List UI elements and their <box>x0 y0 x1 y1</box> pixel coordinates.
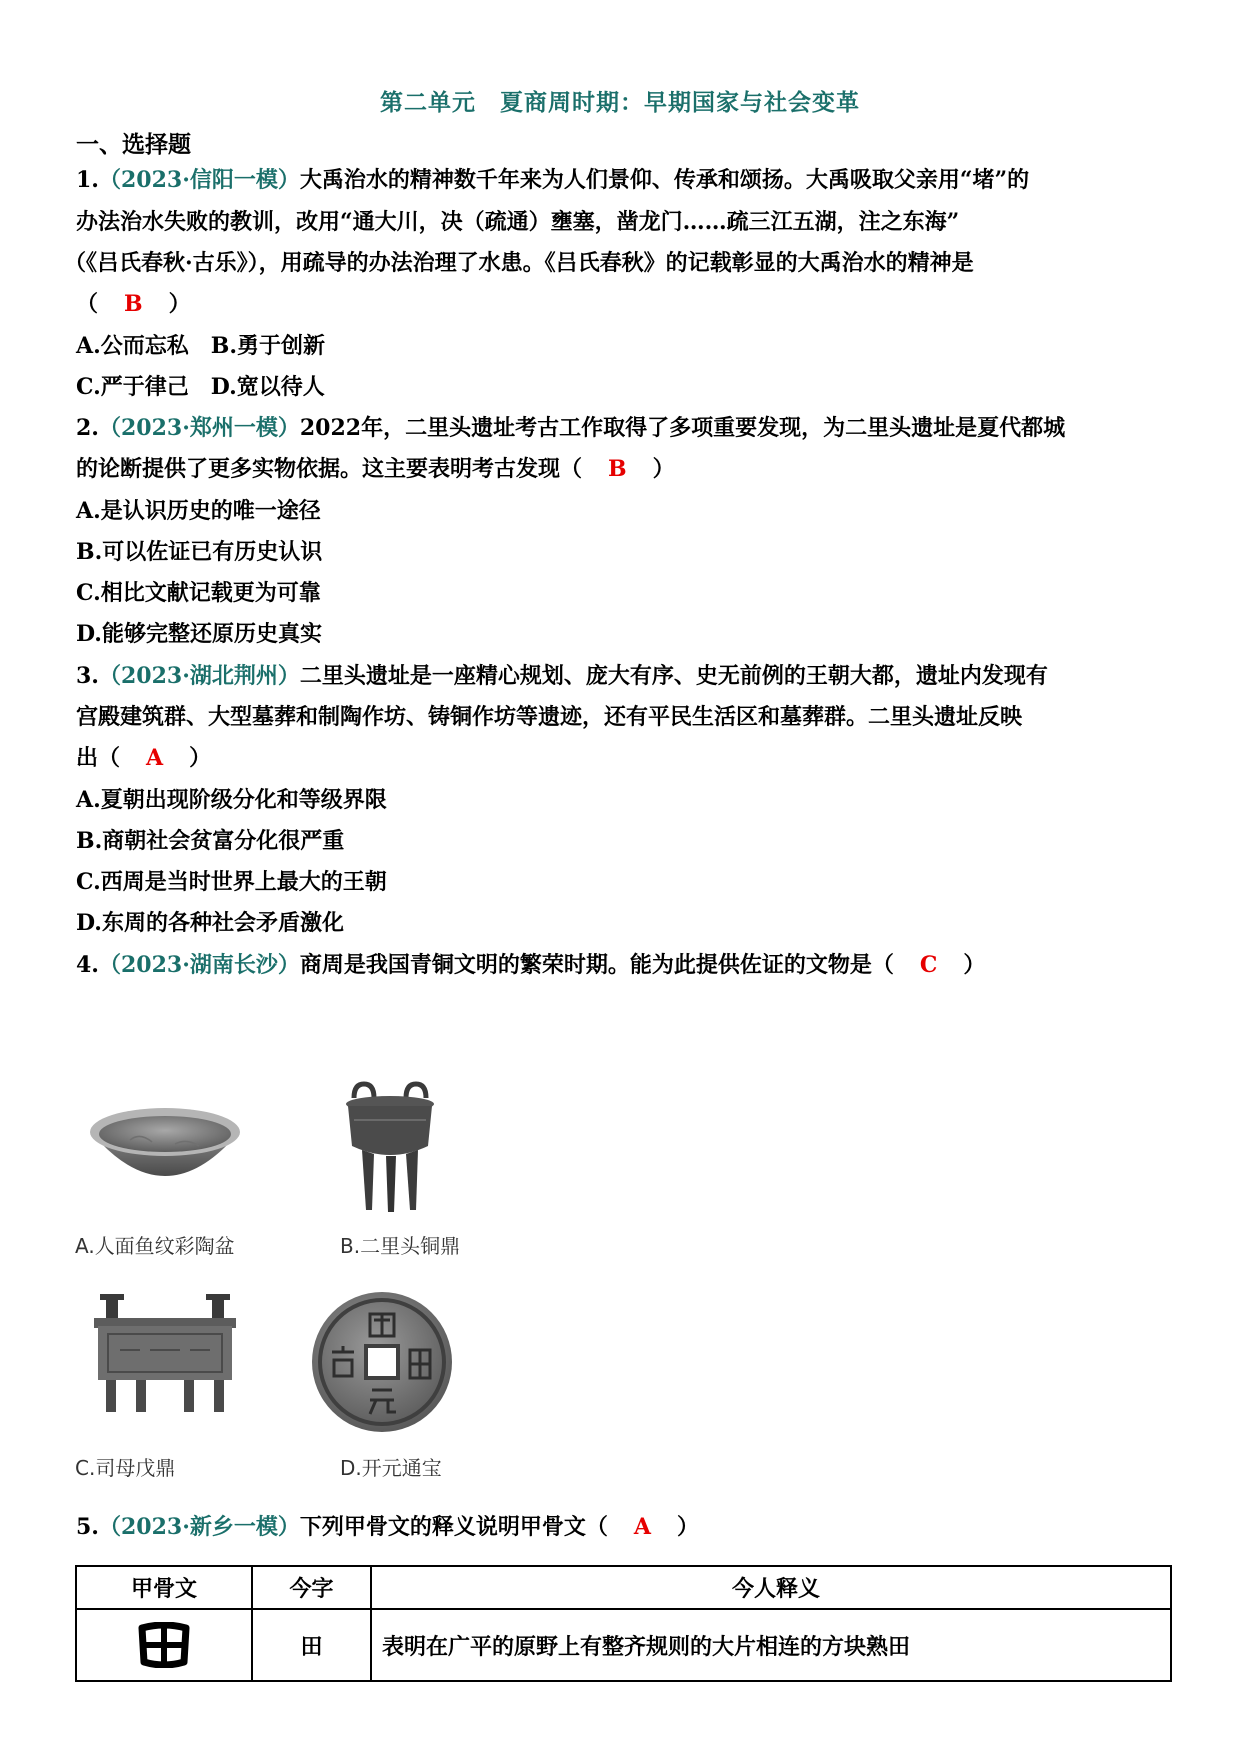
header-interpretation: 今人释义 <box>371 1566 1171 1609</box>
q2-source: （2023·郑州一模） <box>98 415 300 441</box>
coin-image <box>310 1290 454 1434</box>
q4-line-1: 4.（2023·湖南长沙）商周是我国青铜文明的繁荣时期。能为此提供佐证的文物是（ C ） <box>76 952 986 978</box>
q5-answer: A <box>633 1514 651 1540</box>
q2-answer: B <box>608 456 627 482</box>
q5-source: （2023·新乡一模） <box>98 1514 300 1540</box>
q3-number: 3. <box>76 663 99 689</box>
q4-answer: C <box>919 952 938 978</box>
interpretation-cell: 表明在广平的原野上有整齐规则的大片相连的方块熟田 <box>371 1609 1171 1681</box>
q1-line-1 <box>76 165 1171 195</box>
oracle-glyph-cell <box>76 1609 252 1681</box>
image-caption-d: D.开元通宝 <box>340 1456 442 1480</box>
q1-answer-line: （ B ） <box>76 291 191 317</box>
q3-option-b: B.商朝社会贫富分化很严重 <box>76 828 345 854</box>
image-caption-b: B.二里头铜鼎 <box>340 1234 461 1258</box>
bronze-ding-image <box>340 1080 440 1215</box>
q1-answer: B <box>124 291 143 317</box>
q2-stem-1: 2022年，二里头遗址考古工作取得了多项重要发现，为二里头遗址是夏代都城 <box>299 415 1066 441</box>
oracle-tian-glyph-icon <box>136 1622 192 1668</box>
q3-answer: A <box>146 745 164 771</box>
table-row <box>76 1609 1171 1681</box>
table-header-row <box>76 1566 1171 1609</box>
q3-line-2: 宫殿建筑群、大型墓葬和制陶作坊、铸铜作坊等遗迹，还有平民生活区和墓葬群。二里头遗址反映 <box>76 704 1023 730</box>
q4-number: 4. <box>76 952 99 978</box>
section-heading: 一、选择题 <box>76 131 191 158</box>
pottery-basin-image <box>85 1100 245 1210</box>
q4-stem-1: 商周是我国青铜文明的繁荣时期。能为此提供佐证的文物是 <box>299 952 872 978</box>
q2-line-1 <box>76 413 1171 443</box>
q3-stem-1: 二里头遗址是一座精心规划、庞大有序、史无前例的王朝大都，遗址内发现有 <box>299 663 1048 689</box>
q3-option-d: D.东周的各种社会矛盾激化 <box>76 910 344 936</box>
oracle-bone-table <box>75 1565 1172 1682</box>
q3-line-1 <box>76 661 1171 691</box>
q1-options-1: A.公而忘私 B.勇于创新 <box>76 333 325 359</box>
q1-number: 1. <box>76 167 99 193</box>
header-modern-char: 今字 <box>252 1566 371 1609</box>
header-oracle-script: 甲骨文 <box>76 1566 252 1609</box>
q1-source: （2023·信阳一模） <box>98 167 300 193</box>
q3-source: （2023·湖北荆州） <box>98 663 300 689</box>
q2-option-d: D.能够完整还原历史真实 <box>76 621 322 647</box>
q1-stem-1: 大禹治水的精神数千年来为人们景仰、传承和颂扬。大禹吸取父亲用“堵”的 <box>299 167 1030 193</box>
q2-option-c: C.相比文献记载更为可靠 <box>76 580 321 606</box>
q5-stem-1: 下列甲骨文的释义说明甲骨文 <box>299 1514 586 1540</box>
q2-line-2: 的论断提供了更多实物依据。这主要表明考古发现（ B ） <box>76 456 675 482</box>
q3-line-3: 出（ A ） <box>76 745 212 771</box>
image-caption-a: A.人面鱼纹彩陶盆 <box>75 1234 235 1258</box>
q3-option-a: A.夏朝出现阶级分化和等级界限 <box>76 787 387 813</box>
q2-option-b: B.可以佐证已有历史认识 <box>76 539 323 565</box>
q5-number: 5. <box>76 1514 99 1540</box>
q4-source: （2023·湖南长沙） <box>98 952 300 978</box>
q2-option-a: A.是认识历史的唯一途径 <box>76 498 321 524</box>
q1-line-2: 办法治水失败的教训，改用“通大川，决（疏通）壅塞，凿龙门……疏三江五湖，注之东海” <box>76 209 960 235</box>
page-title: 第二单元 夏商周时期：早期国家与社会变革 <box>380 89 860 116</box>
modern-char-cell: 田 <box>252 1609 371 1681</box>
q5-line-1: 5.（2023·新乡一模）下列甲骨文的释义说明甲骨文（ A ） <box>76 1514 699 1540</box>
q3-option-c: C.西周是当时世界上最大的王朝 <box>76 869 387 895</box>
q1-line-3: （《吕氏春秋·古乐》），用疏导的办法治理了水患。《吕氏春秋》的记载彰显的大禹治水的精神是 <box>64 250 974 276</box>
image-caption-c: C.司母戊鼎 <box>75 1456 176 1480</box>
q2-number: 2. <box>76 415 99 441</box>
square-ding-image <box>90 1290 240 1415</box>
q1-options-2: C.严于律己 D.宽以待人 <box>76 374 325 400</box>
